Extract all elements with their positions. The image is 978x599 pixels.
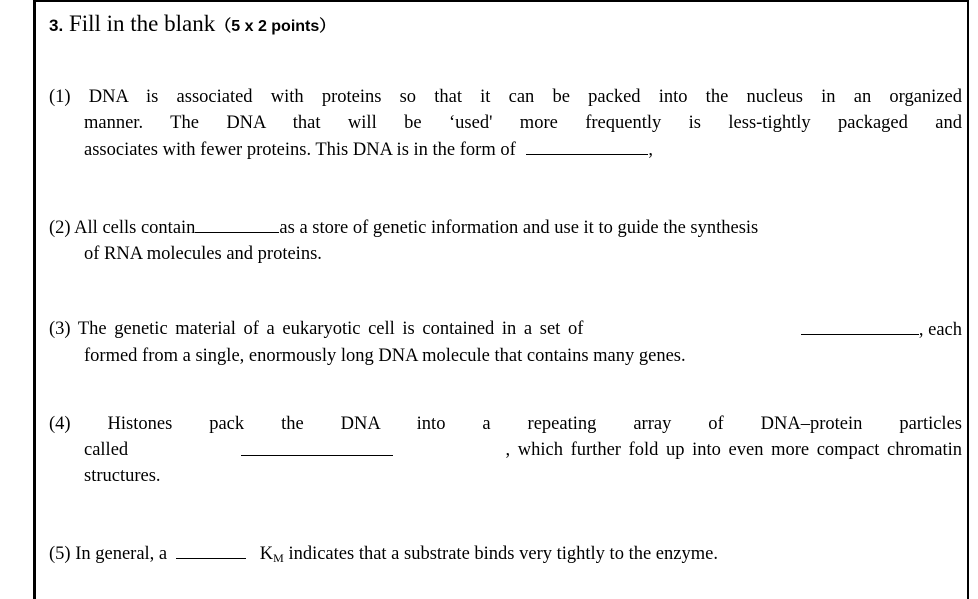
question-1-line-1: (1) DNA is associated with proteins so that it can be packed into the nucleus in an organized	[49, 87, 962, 107]
question-2-line-1: (2) All cells contain as a store of genetic information and use it to guide the synthesis	[49, 214, 962, 241]
section-points: （5 x 2 points）	[215, 18, 336, 35]
question-5-line-1: (5) In general, a $K_M$ indicates that a substrate binds very tightly to the enzyme.	[49, 540, 962, 571]
question-3-line-2: formed from a single, enormously long DNA molecule that contains many genes.	[84, 346, 686, 366]
question-3	[49, 316, 962, 369]
question-4-line-3: structures.	[84, 466, 161, 486]
question-4-line-1: (4) Histones pack the DNA into a repeating array of DNA–protein particles	[49, 414, 962, 434]
section-heading	[49, 11, 335, 37]
question-4	[49, 411, 962, 489]
question-1	[49, 84, 962, 163]
question-4-line-2: called , which further fold up into even more compact chromatin	[49, 437, 962, 463]
question-5	[49, 540, 962, 571]
answer-blank-3[interactable]	[801, 316, 919, 335]
section-title: Fill in the blank	[68, 11, 216, 36]
answer-blank-1[interactable]	[526, 136, 648, 155]
answer-blank-2[interactable]	[195, 214, 279, 233]
question-1-line-2: manner. The DNA that will be ‘used' more frequently is less-tightly packaged and	[84, 113, 962, 133]
answer-blank-5[interactable]	[176, 540, 246, 559]
question-1-line-3: associates with fewer proteins. This DNA is in the form of ,	[49, 136, 962, 163]
question-2	[49, 214, 962, 267]
section-number: 3.	[49, 16, 64, 35]
question-3-line-1: (3) The genetic material of a eukaryotic cell is contained in a set of , each	[49, 316, 962, 343]
answer-blank-4[interactable]	[241, 437, 393, 456]
question-2-line-2: of RNA molecules and proteins.	[84, 244, 322, 264]
